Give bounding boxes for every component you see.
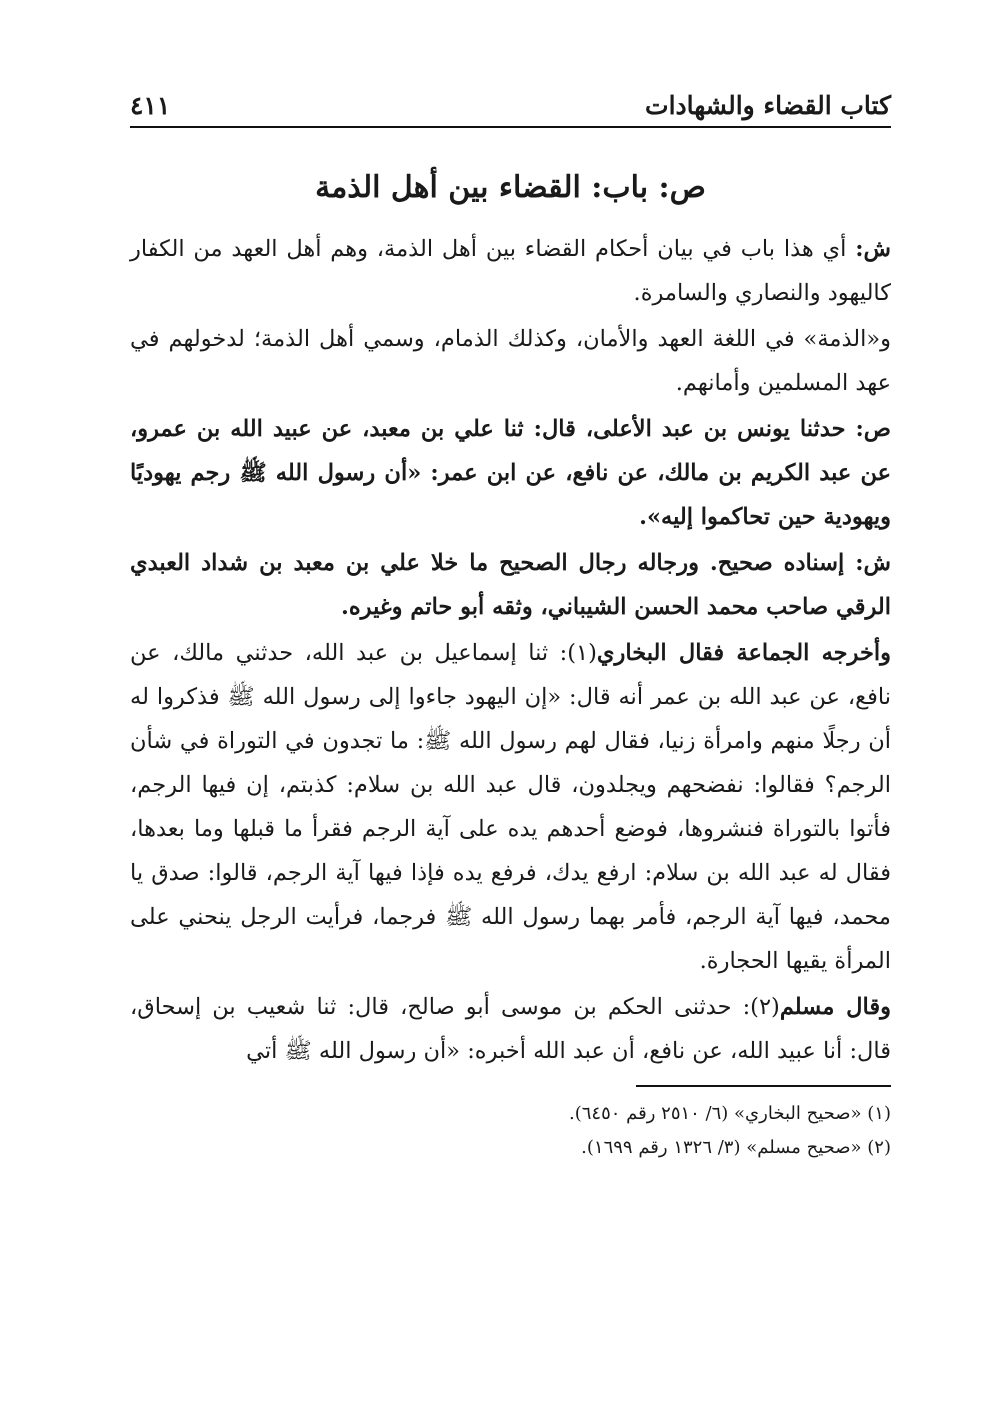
paragraph-text: (١): ثنا إسماعيل بن عبد الله، حدثني مالك، عن نافع، عن عبد الله بن عمر أنه قال: «إن اليهود جاءوا إلى رسول الله ﷺ فذكروا له أن رجلًا منهم وامرأة زنيا، فقال لهم رسول الله ﷺ: ما تجدون في التوراة في شأن الرجم؟ فقالوا: نفضحهم ويجلدون، قال عبد الله بن سلام: كذبتم، إن فيها الرجم، فأتوا بالتوراة فنشروها، فوضع أحدهم يده على آية الرجم فقرأ ما قبلها وما بعدها، فقال له عبد الله بن سلام: ارفع يدك، فرفع يده فإذا فيها آية الرجم، قالوا: صدق يا محمد، فيها آية الرجم، فأمر بهما رسول الله ﷺ فرجما، فرأيت الرجل ينحني على المرأة يقيها الحجارة. [130, 640, 891, 974]
paragraph-label: وقال مسلم [779, 994, 891, 1020]
paragraph-text: حدثنا يونس بن عبد الأعلى، قال: ثنا علي بن معبد، عن عبيد الله بن عمرو، عن عبد الكريم بن مالك، عن نافع، عن ابن عمر: «أن رسول الله ﷺ رجم يهوديًا ويهودية حين تحاكموا إليه». [130, 416, 891, 530]
paragraph-text: و«الذمة» في اللغة العهد والأمان، وكذلك الذمام، وسمي أهل الذمة؛ لدخولهم في عهد المسلمين وأمانهم. [130, 326, 891, 396]
chapter-title: ص: باب: القضاء بين أهل الذمة [315, 170, 706, 205]
paragraph-label: ش: [855, 236, 891, 262]
page-number: ٤١١ [130, 91, 171, 120]
paragraph-definition [130, 317, 891, 405]
paragraph-bukhari [130, 631, 891, 983]
paragraph-text: أي هذا باب في بيان أحكام القضاء بين أهل الذمة، وهم أهل العهد من الكفار كاليهود والنصاري والسامرة. [130, 236, 891, 306]
paragraph-explanation-1 [130, 227, 891, 315]
page-header [130, 80, 891, 128]
running-title: كتاب القضاء والشهادات [645, 91, 891, 120]
footnote-divider [636, 1085, 891, 1087]
paragraph-text: (٢): حدثنى الحكم بن موسى أبو صالح، قال: ثنا شعيب بن إسحاق، قال: أنا عبيد الله، عن نافع، أن عبد الله أخبره: «أن رسول الله ﷺ أتي [130, 994, 891, 1064]
paragraph-hadith [130, 407, 891, 539]
footnote-1: (١) «صحيح البخاري» (٦/ ٢٥١٠ رقم ٦٤٥٠). [569, 1103, 891, 1124]
footnote-2: (٢) «صحيح مسلم» (٣/ ١٣٢٦ رقم ١٦٩٩). [581, 1137, 891, 1158]
paragraph-isnad [130, 541, 891, 629]
paragraph-label: ش: [855, 550, 891, 576]
paragraph-muslim [130, 985, 891, 1073]
paragraph-label: ص: [855, 416, 891, 442]
paragraph-text: إسناده صحيح. ورجاله رجال الصحيح ما خلا علي بن معبد بن شداد العبدي الرقي صاحب محمد الحسن الشيباني، وثقه أبو حاتم وغيره. [130, 550, 891, 620]
paragraph-label: وأخرجه الجماعة فقال البخاري [596, 640, 891, 666]
